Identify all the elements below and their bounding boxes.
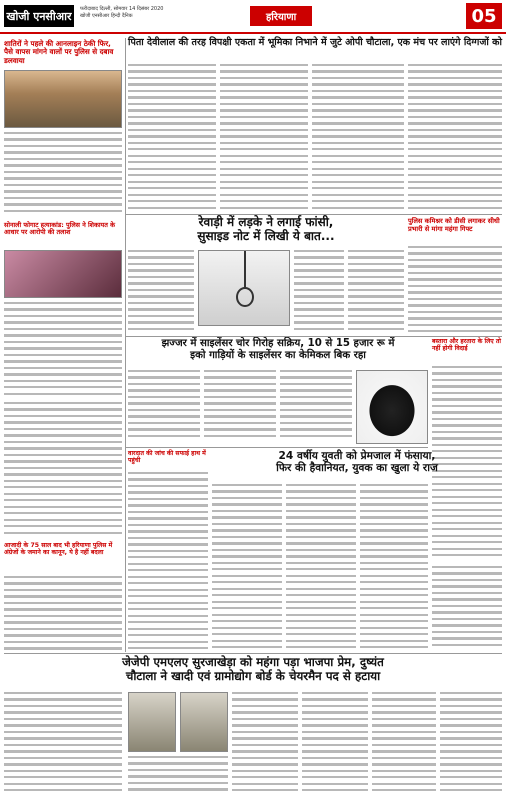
suicide-body-col2	[294, 250, 344, 336]
page-number: 05	[466, 3, 502, 29]
top-banner-body-col4	[408, 64, 502, 214]
left-mid-story	[4, 542, 122, 556]
row-rule-lower	[126, 447, 428, 448]
jhajjar-body-col3	[280, 370, 352, 444]
small-box-story	[128, 450, 208, 464]
youth-headline-line2: फिर की हैवानियत, युवक का खुला ये राज	[276, 462, 438, 475]
suicide-body-col3	[348, 250, 404, 336]
thief-photo	[356, 370, 428, 444]
row-rule-mid	[126, 336, 502, 337]
youth-headline-line1: 24 वर्षीय युवती को प्रेमजाल में फंसाया,	[278, 450, 436, 462]
top-banner-story	[128, 38, 502, 49]
suicide-headline-line2: सुसाइड नोट में लिखी ये बात...	[197, 228, 335, 243]
masthead-tagline: खोजी एनसीआर हिन्दी दैनिक	[80, 13, 133, 19]
women-story	[4, 222, 122, 237]
top-banner-body-col1	[128, 64, 216, 214]
column-rule-left	[125, 38, 126, 652]
right-mid-story	[432, 338, 502, 352]
politician-photo-1	[128, 692, 176, 752]
police-posting-headline: पुलिस कमिश्नर को डीसी लगाकर सीधी प्रभारी से मांगा महंगा गिफ्ट	[408, 217, 500, 233]
right-lower-body	[432, 566, 502, 652]
masthead-meta	[80, 6, 200, 20]
noose-icon	[199, 251, 290, 326]
left-top-headline: शातिरों ने पहले की आनलाइन ठेकी फिर, पैसे वापस मांगने वालों पर पुलिस से दबाव डलवाया	[4, 39, 114, 65]
top-banner-headline: पिता देवीलाल की तरह विपक्षी एकता में भूमिका निभाने में जुटे ओपी चौटाला, एक मंच पर लाएंगे दिग्गजों को	[128, 37, 502, 48]
jhajjar-headline-line1: झज्जर में साइलेंसर चोर गिरोह सक्रिय, 10 से 15 हजार रू में	[161, 338, 395, 349]
masthead	[0, 0, 506, 34]
left-mid-body	[4, 576, 122, 652]
left-top-body	[4, 132, 122, 216]
left-top-story	[4, 40, 122, 65]
suicide-story	[128, 216, 404, 244]
left-mid-headline: आजादी के 75 साल बाद भी हरियाणा पुलिस में अंग्रेजों के जमाने का कानून, ये है नहीं बदला	[4, 542, 113, 557]
small-box-headline: वारदात की जांच की सफाई हाथ में पहुंची	[128, 450, 206, 465]
women-story-headline: सोनाली फोगाट हत्याकांड: पुलिस ने शिकायत के आधार पर आरोपी की तलाश	[4, 221, 116, 237]
rope-photo	[198, 250, 290, 326]
masthead-date: फरीदाबाद दिल्ली, सोमवार 14 दिसंबर 2020	[80, 6, 164, 12]
women-photo	[4, 250, 122, 298]
bottom-banner-body-col6	[440, 692, 502, 796]
suicide-headline-line1: रेवाड़ी में लड़के ने लगाई फांसी,	[198, 215, 334, 229]
section-title: हरियाणा	[250, 6, 312, 26]
youth-body-col1	[212, 484, 282, 652]
jhajjar-headline-line2: इको गाड़ियों के साइलेंसर का केमिकल बिक रहा	[190, 349, 366, 361]
bottom-banner-headline-line1: जेजेपी एमएलए सुरजाखेड़ा को महंगा पड़ा भाजपा प्रेम, दुष्यंत	[122, 655, 384, 669]
women-story-body	[4, 302, 122, 398]
top-banner-body-col3	[312, 64, 404, 214]
left-mid-upper-body	[4, 402, 122, 538]
small-box-body	[128, 472, 208, 652]
bottom-banner-body-col1	[4, 692, 122, 796]
police-posting-story	[408, 218, 502, 233]
jhajjar-body-col1	[128, 370, 200, 444]
politician-photo-2	[180, 692, 228, 752]
jhajjar-body-col2	[204, 370, 276, 444]
bottom-banner-story	[4, 656, 502, 683]
row-rule-top	[126, 214, 502, 215]
top-banner-body-col2	[220, 64, 308, 214]
bottom-banner-body-col3	[232, 692, 298, 796]
newspaper-logo: खोजी एनसीआर	[4, 5, 74, 27]
jhajjar-story	[128, 338, 428, 361]
youth-body-col3	[360, 484, 428, 652]
bottom-banner-body-col4	[302, 692, 368, 796]
right-mid-headline: बस्तारा और हरतारा के लिए तो नहीं होगी विदाई	[432, 338, 502, 353]
police-posting-body	[408, 246, 502, 336]
youth-body-col2	[286, 484, 356, 652]
suicide-body-col1	[128, 250, 194, 336]
row-rule-bottom	[4, 653, 502, 654]
police-photo	[4, 70, 122, 128]
bottom-banner-body-col5	[372, 692, 436, 796]
bottom-banner-headline-line2: चौटाला ने खादी एवं ग्रामोद्योग बोर्ड के चेयरमैन पद से हटाया	[125, 668, 381, 683]
youth-story	[212, 450, 502, 474]
bottom-banner-body-col2	[128, 756, 228, 796]
